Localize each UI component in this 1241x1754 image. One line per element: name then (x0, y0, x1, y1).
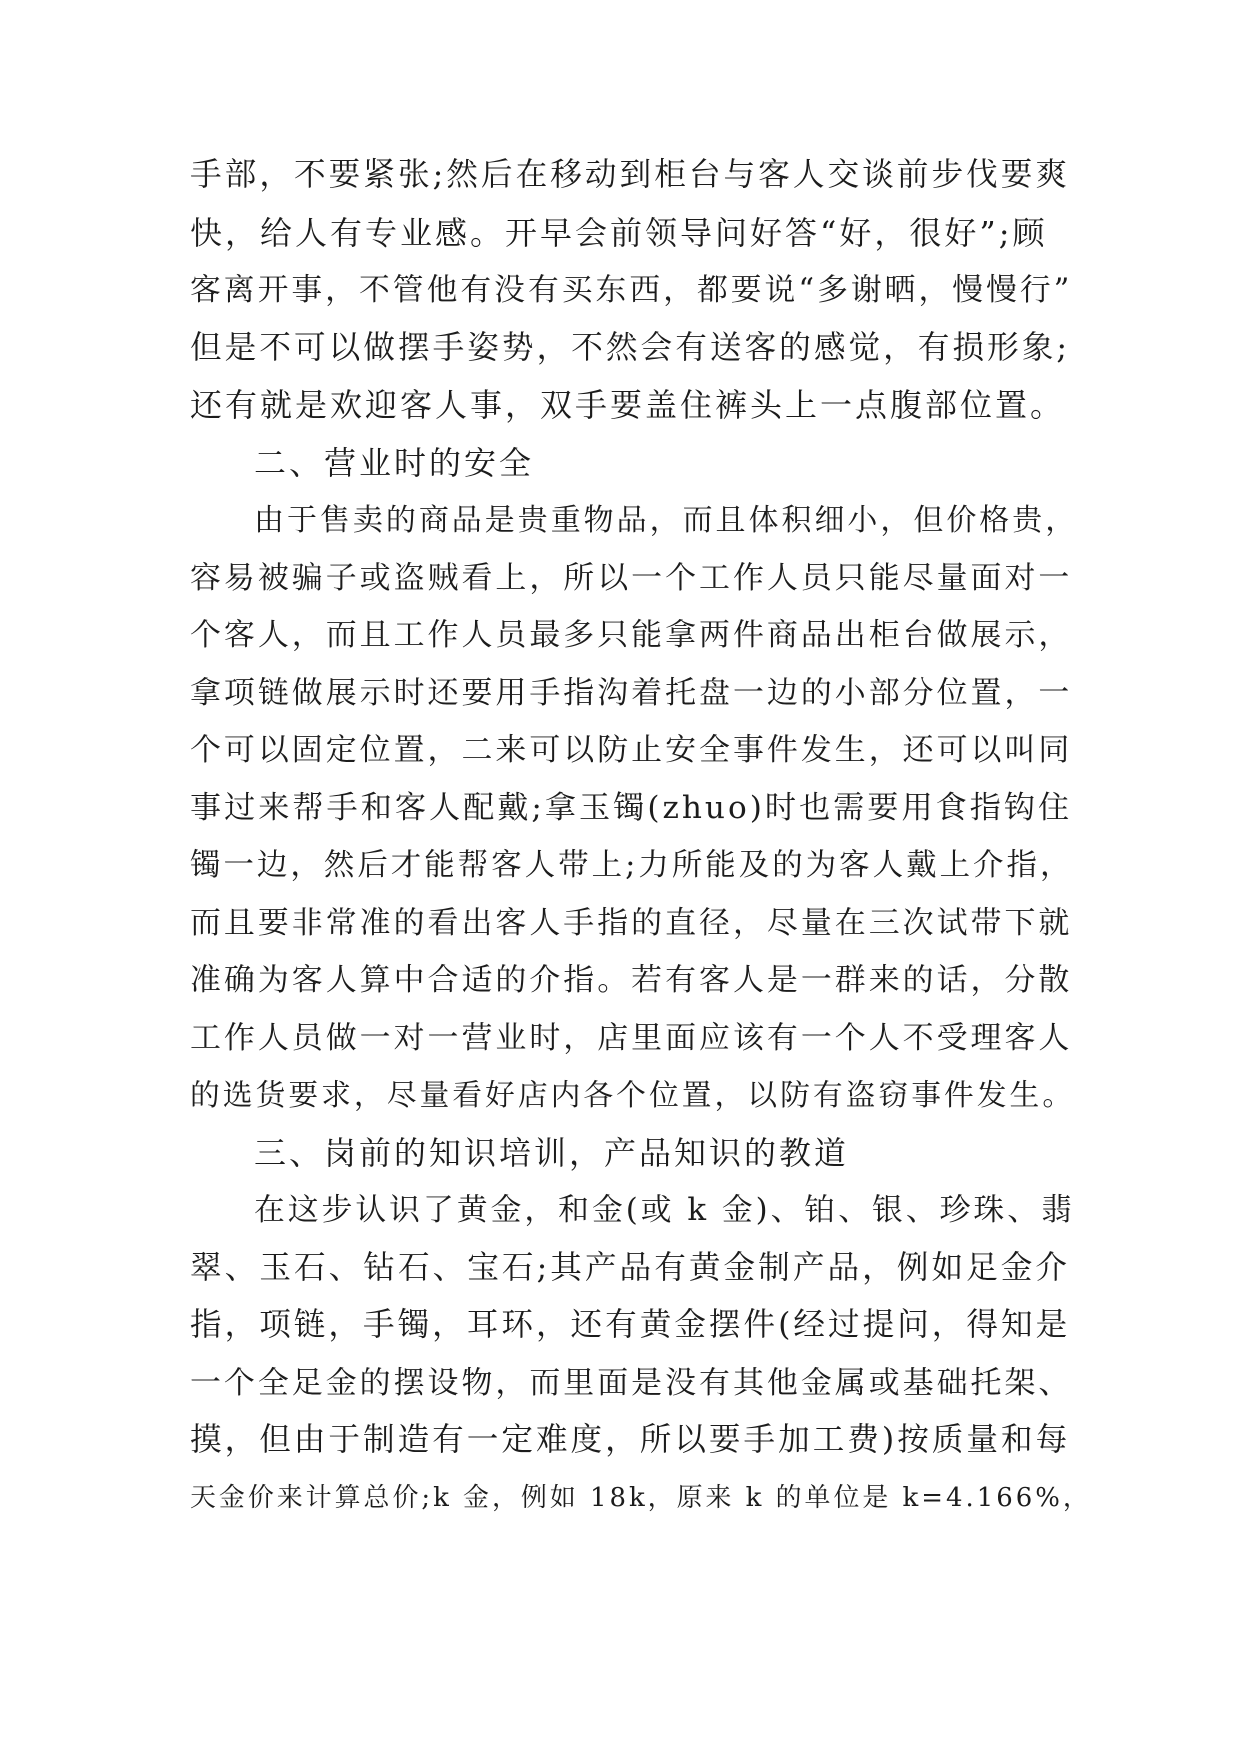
text-line: 工作人员做一对一营业时，店里面应该有一个人不受理客人 (190, 1019, 1073, 1056)
text-line: 而且要非常准的看出客人手指的直径，尽量在三次试带下就 (190, 904, 1073, 941)
text-line: 个客人，而且工作人员最多只能拿两件商品出柜台做展示， (190, 617, 1073, 653)
text-line: 由于售卖的商品是贵重物品，而且体积细小，但价格贵， (254, 503, 1079, 538)
text-line: 一个全足金的摆设物，而里面是没有其他金属或基础托架、 (190, 1364, 1073, 1401)
text-line: 镯一边，然后才能帮客人带上;力所能及的为客人戴上介指， (190, 848, 1074, 883)
text-line: 指，项链，手镯，耳环，还有黄金摆件(经过提问，得知是 (190, 1307, 1071, 1343)
text-line: 翠、玉石、钻石、宝石;其产品有黄金制产品，例如足金介 (190, 1249, 1071, 1286)
text-line: 但是不可以做摆手姿势，不然会有送客的感觉，有损形象; (190, 329, 1071, 366)
text-line: 还有就是欢迎客人事，双手要盖住裤头上一点腹部位置。 (190, 386, 1066, 424)
text-line: 事过来帮手和客人配戴;拿玉镯(zhuo)时也需要用食指钩住 (190, 789, 1073, 826)
text-line: 拿项链做展示时还要用手指沟着托盘一边的小部分位置，一 (190, 674, 1073, 711)
document-body (190, 147, 1092, 1527)
text-line: 客离开事，不管他有没有买东西，都要说“多谢晒，慢慢行” (190, 272, 1073, 308)
text-line: 准确为客人算中合适的介指。若有客人是一群来的话，分散 (190, 962, 1073, 998)
text-line: 天金价来计算总价;k 金，例如 18k，原来 k 的单位是 k=4.166%， (190, 1482, 1092, 1513)
text-line: 在这步认识了黄金，和金(或 k 金)、铂、银、珍珠、翡 (254, 1192, 1075, 1228)
text-line: 手部，不要紧张;然后在移动到柜台与客人交谈前步伐要爽 (190, 157, 1071, 193)
text-line: 容易被骗子或盗贼看上，所以一个工作人员只能尽量面对一 (190, 559, 1073, 596)
section-heading: 二、营业时的安全 (254, 443, 535, 482)
text-line: 摸，但由于制造有一定难度，所以要手加工费)按质量和每 (190, 1422, 1071, 1458)
section-heading: 三、岗前的知识培训，产品知识的教道 (254, 1133, 850, 1172)
text-line: 快，给人有专业感。开早会前领导问好答“好，很好”;顾 (190, 213, 1048, 252)
text-line: 的选货要求，尽量看好店内各个位置，以防有盗窃事件发生。 (190, 1078, 1076, 1113)
text-line: 个可以固定位置，二来可以防止安全事件发生，还可以叫同 (190, 732, 1073, 768)
